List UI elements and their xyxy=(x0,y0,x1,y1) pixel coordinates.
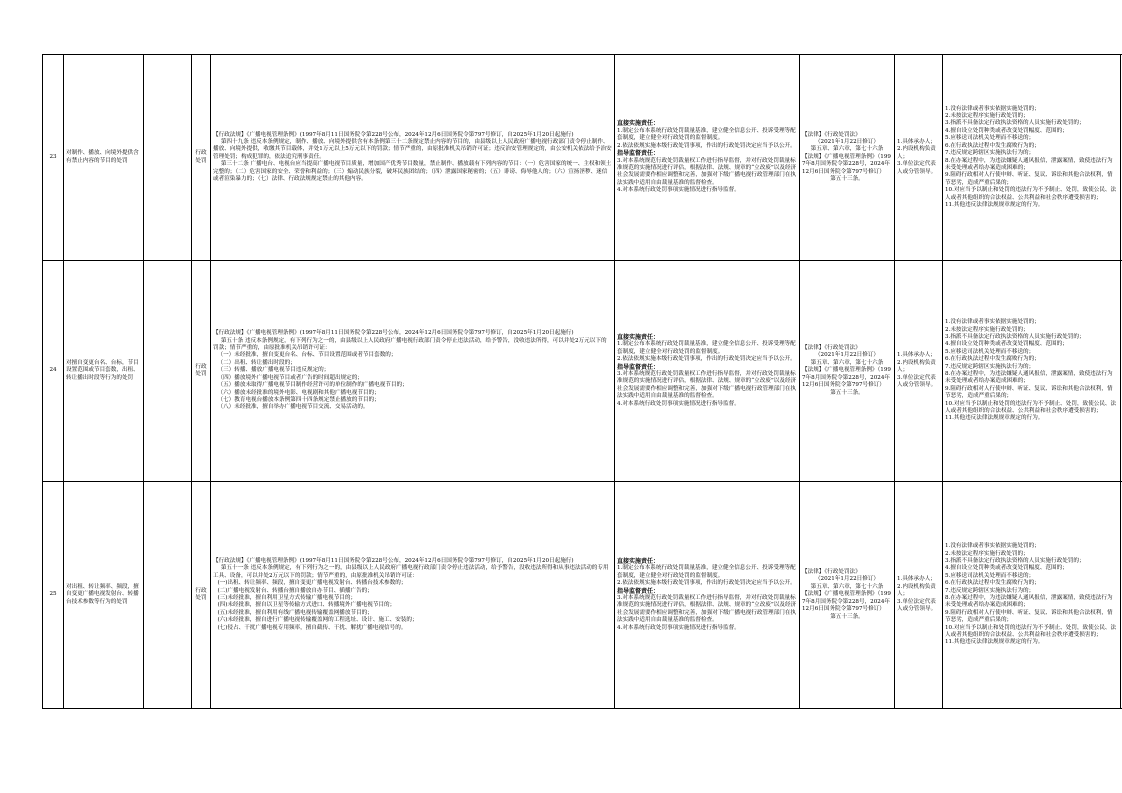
responsibility-item: 2.依法依规实施本级行政处罚事项，作出的行政处罚决定应当予以公开。 xyxy=(617,142,796,149)
legal-basis-item: （六）播放未经批准的境外电影、电视剧和其他广播电视节目的； xyxy=(217,389,380,396)
item-name: 对出租、转让频率、频段，擅自变更广播电视发射台、转播台技术参数等行为的处罚 xyxy=(66,583,139,605)
responsible-subject: 3.单位法定代表人或分管领导。 xyxy=(897,598,937,613)
accountability-case: 8.在办案过程中，为违法嫌疑人通风报信，泄露案情，致使违法行为未受处理或者给办案造成困难的； xyxy=(945,595,1113,609)
legal-basis-item: (一)出租、转让频率、频段，擅自变更广播电视发射台、转播台技术参数的； xyxy=(217,580,407,587)
power-list-table xyxy=(42,54,1122,709)
accountability-case: 5.应移送司法机关处理而不移送的； xyxy=(945,572,1035,579)
item-name: 对制作、播放、向境外提供含有禁止内容的节目的处罚 xyxy=(66,150,139,164)
legal-basis-item: （三）转播、播放广播电视节目违反规定的； xyxy=(217,367,330,374)
item-type: 行政处罚 xyxy=(195,150,207,164)
legal-basis-paragraph: 【行政法规】《广播电视管理条例》(1997年8月11日国务院令第228号公布，2024年12月6日国务院令第797号修订，自2025年1月20日起施行) xyxy=(213,131,574,138)
table-row xyxy=(43,482,1122,709)
accountability-case: 1.没有法律或者事实依据实施处罚的； xyxy=(945,319,1040,326)
accountability-basis-line: 第五章、第六章，第七十六条 xyxy=(810,583,884,590)
row-number: 24 xyxy=(49,367,57,374)
legal-basis-item: （四）播放境外广播电视节目或者广告的时间超出规定的； xyxy=(217,374,363,381)
accountability-case: 2.未按法定程序实施行政处罚的； xyxy=(945,326,1029,333)
accountability-case: 10.对应当予以制止和处罚的违法行为不予制止、处罚，致使公民、法人或者其他组织的合法权益、公共利益和社会秩序遭受损害的； xyxy=(945,187,1117,201)
responsibility-cell xyxy=(615,55,800,261)
accountability-case: 6.在行政执法过程中发生腐败行为的； xyxy=(945,142,1040,149)
responsibility-cell xyxy=(615,261,800,482)
row-number: 25 xyxy=(49,591,57,598)
accountability-case: 1.没有法律或者事实依据实施处罚的； xyxy=(945,105,1040,112)
accountability-case: 10.对应当予以制止和处罚的违法行为不予制止、处罚，致使公民、法人或者其他组织的合法权益、公共利益和社会秩序遭受损害的； xyxy=(945,624,1117,639)
empty-cell xyxy=(144,482,192,709)
accountability-basis-line: 【法规】《广播电视管理条例》（1997年8月国务院令第228号，2024年12月6日国务院令第797号修订） xyxy=(802,153,891,175)
accountability-basis-line: 第五十三条。 xyxy=(830,176,864,183)
accountability-case: 3.指派不具备法定行政执法资格的人员实施行政处罚的； xyxy=(945,333,1085,340)
item-type-cell xyxy=(192,482,211,709)
legal-basis-paragraph: 【行政法规】《广播电视管理条例》(1997年8月11日国务院令第228号公布，2024年12月6日国务院令第797号修订，自2025年1月20日起施行) xyxy=(213,330,574,337)
legal-basis-item: (五)未经批准，擅自利用有线广播电视传输覆盖网播放节目的； xyxy=(217,609,373,616)
responsible-subject: 3.单位法定代表人或分管领导。 xyxy=(897,161,937,175)
accountability-case-cell xyxy=(943,482,1121,709)
legal-basis-item: （五）播放未取得广播电视节目制作经营许可的单位制作的广播电视节目的； xyxy=(217,382,408,389)
responsibility-item: 1.制定公布本系统行政处罚裁量基准，建立健全信息公开、投诉受理等配套制度，建立健全对行政处罚的监督制度。 xyxy=(617,341,796,355)
responsibility-item: 3.对本系统规范行政处罚裁量权工作进行指导监督，并对行政处罚裁量标准规范的实施情况进行评估，根据法律、法规、规章的“立改废”以及经济社会发展需要作相应调整和完善，加强对下级广播电视行政管理部门在执法实践中适用自由裁量基准的监督检查。 xyxy=(617,595,797,624)
accountability-case: 7.违反规定跨辖区实施执法行为的； xyxy=(945,150,1035,157)
responsible-subject: 1.具体承办人； xyxy=(897,352,936,359)
responsibility-heading: 直接实施责任： xyxy=(617,557,660,565)
legal-basis-paragraph: 第三十二条 广播电台、电视台应当提高广播电视节目质量，增加国产优秀节目数量，禁止制作、播放载有下列内容的节目：（一）危害国家的统一、主权和领土完整的；（二）危害国家的安全、荣誉和利益的；（三）煽动民族分裂，破坏民族团结的；（四）泄露国家秘密的；（五）诽谤、侮辱他人的；（六）宣扬淫秽、迷信或者渲染暴力的；（七）法律、行政法规规定禁止的其他内容。 xyxy=(213,161,612,183)
accountability-basis-line: 第五章、第六章，第七十六条 xyxy=(810,146,884,153)
legal-basis-item: (二)广播电视发射台、转播台擅自播放自办节目、插播广告的； xyxy=(217,587,373,594)
accountability-case: 9.阻碍行政相对人行使申辩、听证、复议、诉讼和其他合法权利，情节恶劣，造成严重后果的； xyxy=(945,172,1113,186)
accountability-case: 10.对应当予以制止和处罚的违法行为不予制止、处罚，致使公民、法人或者其他组织的合法权益、公共利益和社会秩序遭受损害的； xyxy=(945,400,1117,415)
responsible-subject: 2.内设机构负责人； xyxy=(897,583,936,598)
legal-basis-paragraph: 第五十条 违反本条例规定，有下列行为之一的，由县级以上人民政府广播电视行政部门责令停止违法活动，给予警告，没收违法所得，可以并处2万元以下的罚款；情节严重的，由原批准机关吊销许可证： xyxy=(213,337,607,352)
accountability-case: 4.擅自设立处罚种类或者改变处罚幅度、范围的； xyxy=(945,341,1068,348)
responsible-subject-cell xyxy=(895,55,943,261)
legal-basis-item: (七)侵占、干扰广播电视专用频率，擅自截传、干扰、解扰广播电视信号的。 xyxy=(217,624,407,631)
accountability-case: 8.在办案过程中，为违法嫌疑人通风报信，泄露案情，致使违法行为未受处理或者给办案造成困难的； xyxy=(945,371,1113,385)
responsible-subject: 1.具体承办人； xyxy=(897,576,936,583)
responsibility-item: 4.对本系统行政处罚事项实施情况进行指导监督。 xyxy=(617,187,740,194)
responsibility-item: 1.制定公布本系统行政处罚裁量基准，建立健全信息公开、投诉受理等配套制度，建立健全对行政处罚的监督制度。 xyxy=(617,565,796,579)
accountability-case: 6.在行政执法过程中发生腐败行为的； xyxy=(945,356,1040,363)
responsible-subject: 1.具体承办人； xyxy=(897,138,936,145)
accountability-case: 5.应移送司法机关处理而不移送的； xyxy=(945,348,1035,355)
item-name-cell xyxy=(64,482,144,709)
accountability-case: 2.未按法定程序实施行政处罚的； xyxy=(945,113,1029,120)
item-name-cell xyxy=(64,55,144,261)
accountability-case: 6.在行政执法过程中发生腐败行为的； xyxy=(945,580,1040,587)
responsibility-heading: 直接实施责任： xyxy=(617,333,660,341)
accountability-basis-line: （2021年1月22日修订） xyxy=(814,352,880,359)
legal-basis-item: (三)未经批准，擅自利用卫星方式传输广播电视节目的； xyxy=(217,595,357,601)
item-type-cell xyxy=(192,55,211,261)
responsibility-item: 2.依法依规实施本级行政处罚事项，作出的行政处罚决定应当予以公开。 xyxy=(617,356,796,363)
accountability-basis-line: 第五章、第六章，第七十六条 xyxy=(810,359,884,366)
legal-basis-cell xyxy=(211,55,615,261)
responsible-subject-cell xyxy=(895,261,943,482)
accountability-case: 4.擅自设立处罚种类或者改变处罚幅度、范围的； xyxy=(945,565,1068,572)
legal-basis-cell xyxy=(211,261,615,482)
responsible-subject: 3.单位法定代表人或分管领导。 xyxy=(897,374,937,389)
responsibility-heading: 直接实施责任： xyxy=(617,120,660,128)
responsible-subject: 2.内设机构负责人； xyxy=(897,359,936,374)
accountability-basis-cell xyxy=(800,482,895,709)
accountability-case: 2.未按法定程序实施行政处罚的； xyxy=(945,550,1029,557)
accountability-case: 7.违反规定跨辖区实施执法行为的； xyxy=(945,363,1035,370)
accountability-case: 11.其他违反法律法规规章规定的行为。 xyxy=(945,201,1044,208)
accountability-case: 7.违反规定跨辖区实施执法行为的； xyxy=(945,587,1035,594)
accountability-case: 11.其他违反法律法规规章规定的行为。 xyxy=(945,415,1044,422)
table-row xyxy=(43,261,1122,482)
empty-cell xyxy=(144,55,192,261)
legal-basis-paragraph: 第五十一条 违反本条例规定，有下列行为之一的，由县级以上人民政府广播电视行政部门责令停止违法活动，给予警告，没收违法所得和从事违法活动的专用工具、设备，可以并处2万元以下的罚款；情节严重的，由原批准机关吊销许可证： xyxy=(213,565,609,579)
legal-basis-item: (四)未经批准，擅自以卫星等传输方式进口、转播境外广播电视节目的； xyxy=(217,602,396,609)
accountability-case: 3.指派不具备法定行政执法资格的人员实施行政处罚的； xyxy=(945,557,1085,564)
accountability-case: 9.阻碍行政相对人行使申辩、听证、复议、诉讼和其他合法权利，情节恶劣，造成严重后果的； xyxy=(945,385,1113,400)
responsibility-cell xyxy=(615,482,800,709)
responsibility-heading: 指导监督责任： xyxy=(617,150,660,158)
legal-basis-cell xyxy=(211,482,615,709)
responsibility-item: 3.对本系统规范行政处罚裁量权工作进行指导监督，并对行政处罚裁量标准规范的实施情况进行评估，根据法律、法规、规章的“立改废”以及经济社会发展需要作相应调整和完善，加强对下级广播电视行政管理部门在执法实践中适用自由裁量基准的监督检查。 xyxy=(617,371,797,400)
legal-basis-paragraph: 【行政法规】《广播电视管理条例》(1997年8月11日国务院令第228号公布，2024年12月6日国务院令第797号修订，自2025年1月20日起施行) xyxy=(213,557,574,564)
accountability-case: 3.指派不具备法定行政执法资格的人员实施行政处罚的； xyxy=(945,120,1085,127)
accountability-basis-line: （2021年1月22日修订） xyxy=(814,138,880,145)
legal-basis-item: （七）教育电视台播放本条例第四十四条规定禁止播放的节目的； xyxy=(217,396,380,403)
accountability-basis-line: 第五十三条。 xyxy=(830,389,864,396)
accountability-basis-cell xyxy=(800,55,895,261)
responsible-subject: 2.内设机构负责人； xyxy=(897,146,936,160)
accountability-basis-cell xyxy=(800,261,895,482)
accountability-basis-line: 第五十三条。 xyxy=(830,613,864,620)
accountability-case: 4.擅自设立处罚种类或者改变处罚幅度、范围的； xyxy=(945,127,1068,134)
item-name: 对擅自变更台名、台标，节目设置范围或节目套数，出租、转让播出时段等行为的处罚 xyxy=(66,359,139,381)
responsibility-item: 4.对本系统行政处罚事项实施情况进行指导监督。 xyxy=(617,400,740,407)
accountability-case: 9.阻碍行政相对人行使申辩、听证、复议、诉讼和其他合法权利，情节恶劣，造成严重后果的； xyxy=(945,609,1113,624)
accountability-case: 11.其他违反法律法规规章规定的行为。 xyxy=(945,639,1044,646)
accountability-basis-line: 【法规】《广播电视管理条例》（1997年8月国务院令第228号，2024年12月6日国务院令第797号修订） xyxy=(802,367,891,389)
legal-basis-item: （一）未经批准，擅自变更台名、台标、节目设置范围或者节目套数的； xyxy=(217,352,397,359)
accountability-basis-line: 【法律】《行政处罚法》 xyxy=(802,131,861,138)
row-number-cell xyxy=(43,55,64,261)
responsibility-item: 1.制定公布本系统行政处罚裁量基准，建立健全信息公开、投诉受理等配套制度，建立健全对行政处罚的监督制度。 xyxy=(617,127,796,142)
accountability-case: 8.在办案过程中，为违法嫌疑人通风报信，泄露案情，致使违法行为未受处理或者给办案造成困难的； xyxy=(945,157,1113,171)
accountability-case: 1.没有法律或者事实依据实施处罚的； xyxy=(945,543,1040,550)
accountability-basis-line: 【法规】《广播电视管理条例》（1997年8月国务院令第228号，2024年12月6日国务院令第797号修订） xyxy=(802,591,891,613)
accountability-basis-line: （2021年1月22日修订） xyxy=(814,576,880,583)
row-number: 23 xyxy=(49,153,57,160)
item-type: 行政处罚 xyxy=(195,587,207,601)
accountability-basis-line: 【法律】《行政处罚法》 xyxy=(802,345,861,352)
accountability-basis-line: 【法律】《行政处罚法》 xyxy=(802,569,861,576)
responsible-subject-cell xyxy=(895,482,943,709)
item-name-cell xyxy=(64,261,144,482)
table-row xyxy=(43,55,1122,261)
item-type: 行政处罚 xyxy=(195,363,207,377)
responsibility-item: 4.对本系统行政处罚事项实施情况进行指导监督。 xyxy=(617,624,740,631)
responsibility-item: 3.对本系统规范行政处罚裁量权工作进行指导监督，并对行政处罚裁量标准规范的实施情况进行评估，根据法律、法规、规章的“立改废”以及经济社会发展需要作相应调整和完善，加强对下级广播电视行政管理部门在执法实践中适用自由裁量基准的监督检查。 xyxy=(617,157,797,186)
legal-basis-item: （二）出租、转让播出时段的； xyxy=(217,359,296,366)
responsibility-heading: 指导监督责任： xyxy=(617,587,660,595)
accountability-case-cell xyxy=(943,261,1121,482)
row-number-cell xyxy=(43,261,64,482)
row-number-cell xyxy=(43,482,64,709)
legal-basis-paragraph: 第四十九条 违反本条例规定，制作、播放、向境外提供含有本条例第三十二条规定禁止内容的节目的，由县级以上人民政府广播电视行政部门责令停止制作、播放、向境外提供，收缴其节目载体，并处1万元以上5万元以下的罚款；情节严重的，由原批准机关吊销许可证；违反治安管理规定的，由公安机关依法给予治安管理处罚；构成犯罪的，依法追究刑事责任。 xyxy=(213,138,612,160)
empty-cell xyxy=(144,261,192,482)
legal-basis-item: (六)未经批准，擅自进行广播电视传输覆盖网的工程选址、设计、施工、安装的； xyxy=(217,617,418,624)
responsibility-heading: 指导监督责任： xyxy=(617,363,660,371)
accountability-case-cell xyxy=(943,55,1121,261)
accountability-case: 5.应移送司法机关处理而不移送的； xyxy=(945,135,1035,142)
legal-basis-item: （八）未经批准，擅自举办广播电视节目交流、交易活动的。 xyxy=(217,404,369,411)
item-type-cell xyxy=(192,261,211,482)
responsibility-item: 2.依法依规实施本级行政处罚事项，作出的行政处罚决定应当予以公开。 xyxy=(617,580,796,587)
